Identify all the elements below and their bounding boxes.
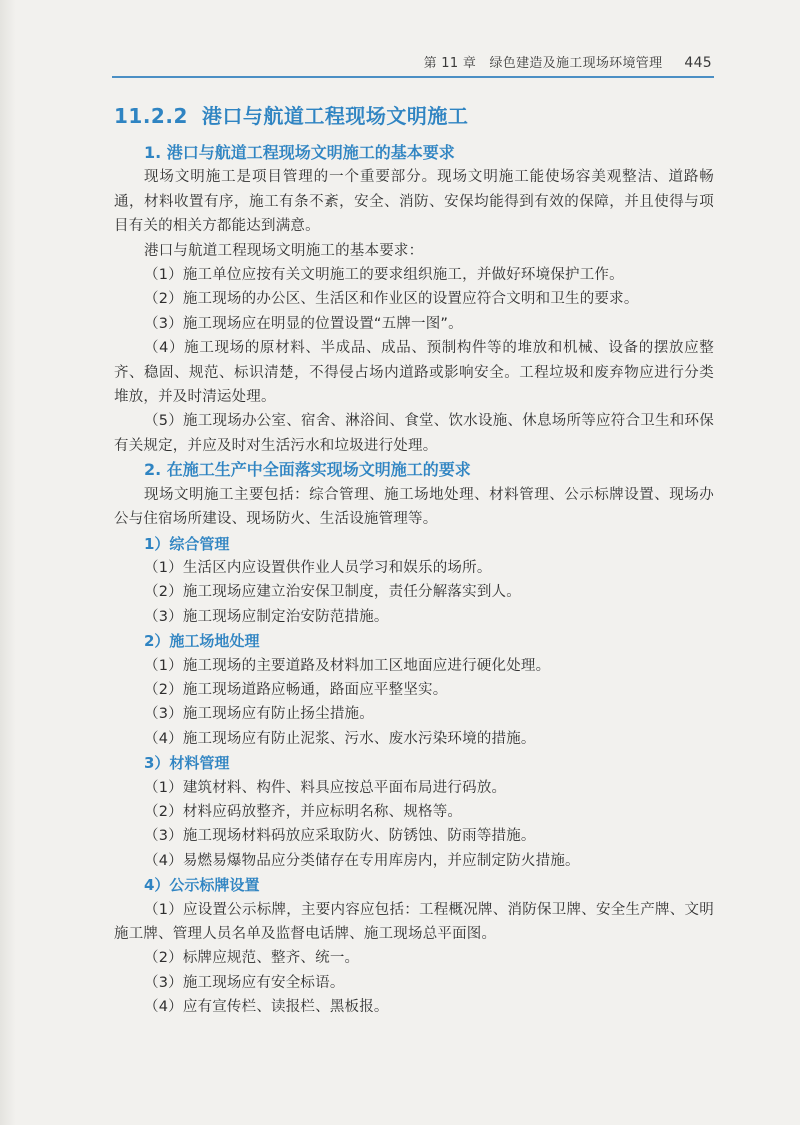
subsection-1-title: 1. 港口与航道工程现场文明施工的基本要求: [144, 143, 455, 162]
page-number: 445: [684, 55, 712, 71]
list-item: （1）施工单位应按有关文明施工的要求组织施工，并做好环境保护工作。: [144, 267, 624, 284]
group-title: 3）材料管理: [144, 754, 230, 773]
list-item: （2）标牌应规范、整齐、统一。: [144, 950, 360, 967]
header-rule: [112, 76, 714, 78]
paragraph: 现场文明施工主要包括：综合管理、施工场地处理、材料管理、公示标牌设置、现场办公与住宿场所建设、现场防火、生活设施管理等。: [114, 486, 714, 528]
chapter-title: 第 11 章 绿色建造及施工现场环境管理: [423, 56, 663, 71]
list-item: （4）施工现场的原材料、半成品、成品、预制构件等的堆放和机械、设备的摆放应整齐、稳固、规范、标识清楚，不得侵占场内道路或影响安全。工程垃圾和废弃物应进行分类堆放，并及时清运处理。: [114, 340, 714, 406]
section-title-text: 港口与航道工程现场文明施工: [201, 104, 469, 128]
group-title: 1）综合管理: [144, 534, 230, 553]
list-item: （2）施工现场的办公区、生活区和作业区的设置应符合文明和卫生的要求。: [144, 291, 639, 308]
list-item: （5）施工现场办公室、宿舍、淋浴间、食堂、饮水设施、休息场所等应符合卫生和环保有关规定，并应及时对生活污水和垃圾进行处理。: [114, 413, 714, 454]
list-item: （3）施工现场应有防止扬尘措施。: [144, 706, 374, 723]
list-item: （4）施工现场应有防止泥浆、污水、废水污染环境的措施。: [144, 730, 536, 747]
list-item: （3）施工现场应在明显的位置设置“五牌一图”。: [144, 315, 463, 332]
subsection-2-title: 2. 在施工生产中全面落实现场文明施工的要求: [144, 460, 471, 480]
list-item: （4）易燃易爆物品应分类储存在专用库房内，并应制定防火措施。: [144, 852, 580, 869]
section-title: [114, 100, 714, 129]
page-content: [114, 100, 714, 1020]
list-item: （1）应设置公示标牌，主要内容应包括：工程概况牌、消防保卫牌、安全生产牌、文明施工牌、管理人员名单及监督电话牌、施工现场总平面图。: [114, 901, 714, 942]
list-item: （4）应有宣传栏、读报栏、黑板报。: [144, 999, 389, 1016]
list-item: （1）生活区内应设置供作业人员学习和娱乐的场所。: [144, 559, 492, 576]
list-item: （2）施工现场应建立治安保卫制度，责任分解落实到人。: [144, 584, 521, 601]
group-title: 4）公示标牌设置: [144, 876, 260, 895]
paragraph: 港口与航道工程现场文明施工的基本要求：: [144, 242, 424, 259]
page-edge-shadow: [0, 0, 16, 1125]
paragraph: 现场文明施工是项目管理的一个重要部分。现场文明施工能使场容美观整洁、道路畅通，材料收置有序，施工有条不紊，安全、消防、安保均能得到有效的保障，并且使得与项目有关的相关方都能达到满意。: [114, 169, 714, 235]
list-item: （2）材料应码放整齐，并应标明名称、规格等。: [144, 803, 463, 820]
section-number: 11.2.2: [114, 104, 188, 128]
list-item: （3）施工现场应制定治安防范措施。: [144, 608, 389, 625]
list-item: （3）施工现场应有安全标语。: [144, 974, 345, 991]
list-item: （1）建筑材料、构件、料具应按总平面布局进行码放。: [144, 779, 507, 796]
running-header: [112, 52, 712, 71]
group-title: 2）施工场地处理: [144, 632, 260, 651]
list-item: （1）施工现场的主要道路及材料加工区地面应进行硬化处理。: [144, 657, 551, 674]
list-item: （2）施工现场道路应畅通，路面应平整坚实。: [144, 681, 448, 698]
list-item: （3）施工现场材料码放应采取防火、防锈蚀、防雨等措施。: [144, 828, 536, 845]
